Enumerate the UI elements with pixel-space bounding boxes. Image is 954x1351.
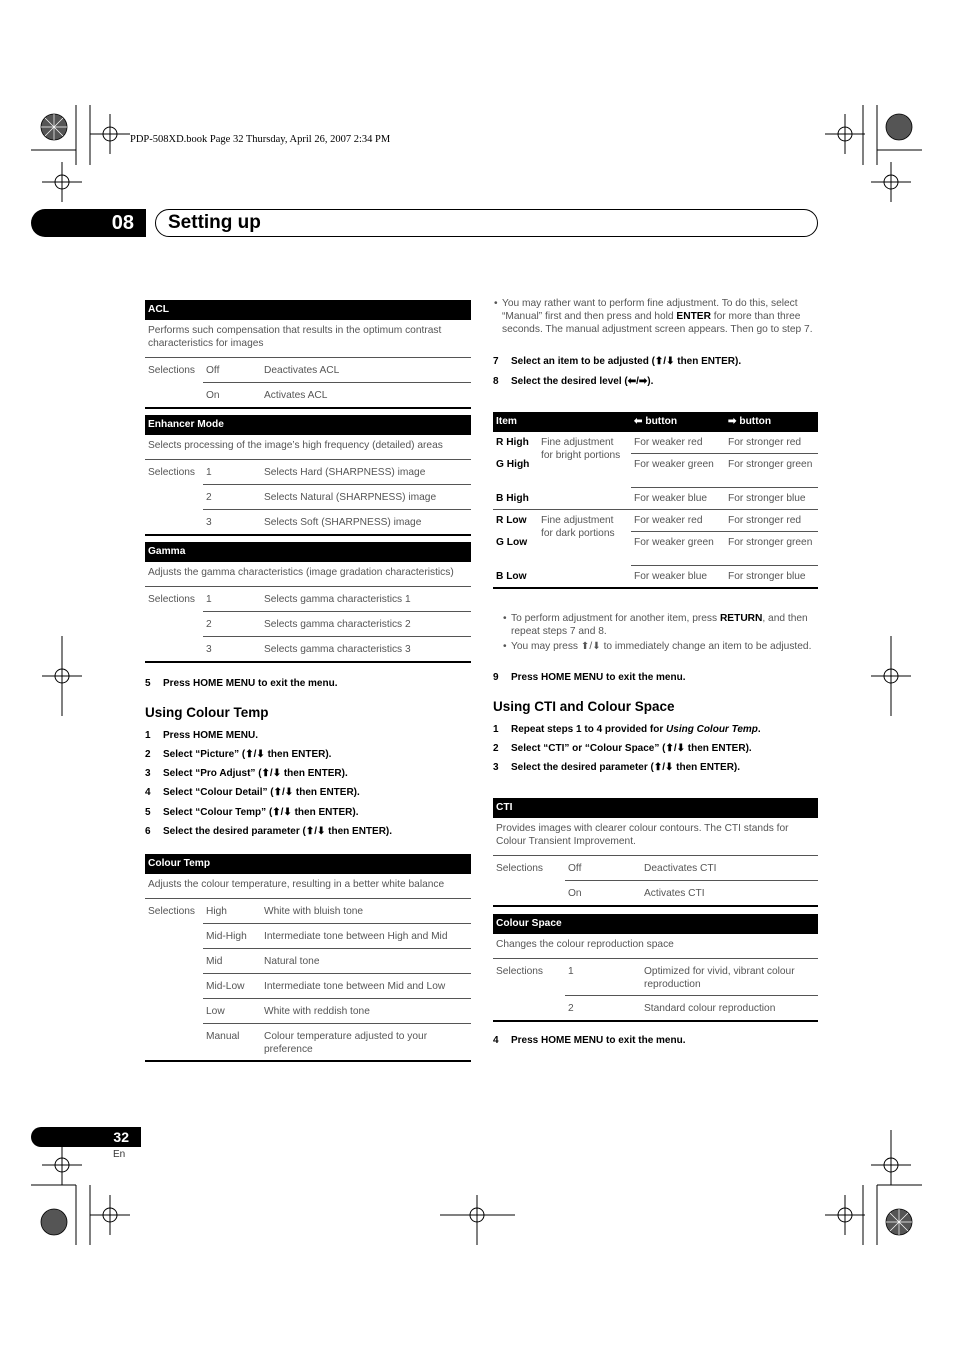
right-effect: For stronger green (725, 532, 818, 566)
option-text: White with reddish tone (261, 999, 471, 1024)
step-number: 9 (493, 672, 499, 683)
option-value: Mid-Low (203, 974, 261, 999)
step-number: 6 (145, 826, 151, 837)
intro-bullet: • You may rather want to perform fine adjustment. To do this, select “Manual” first and then press and hold ENTER for more than three seconds. The manual adjustment screen appears. Then go to step 7. (494, 298, 813, 335)
option-value: On (565, 881, 641, 907)
step-text: . (757, 724, 761, 735)
right-effect: For stronger red (725, 432, 818, 454)
selections-label: Selections (496, 863, 544, 874)
step (493, 724, 761, 735)
gamma-description: Adjusts the gamma characteristics (image gradation characteristics) (145, 562, 471, 587)
option-value: 3 (203, 637, 261, 663)
left-effect: For weaker green (631, 454, 725, 488)
step-number: 7 (493, 356, 499, 367)
step-text: Press HOME MENU. (163, 730, 259, 741)
step-5-home-menu (145, 678, 337, 689)
selections-label: Selections (148, 467, 196, 478)
step-text: Select “Picture” (⬆/⬇ then ENTER). (163, 749, 332, 760)
colour-space-title: Colour Space (493, 914, 818, 934)
step (145, 749, 331, 760)
selections-label: Selections (148, 906, 196, 917)
bullet-text: for more than three seconds. The manual adjustment screen appears. Then go to step 7. (502, 311, 813, 335)
bullet-bold: RETURN (719, 613, 763, 624)
option-value: 1 (565, 959, 641, 996)
step-text: Select the desired parameter (⬆/⬇ then ENTER). (511, 762, 741, 773)
colour-space-description: Changes the colour reproduction space (493, 934, 818, 959)
language-label: En (113, 1149, 126, 1160)
cti-heading: Using CTI and Colour Space (493, 699, 675, 714)
acl-title: ACL (145, 300, 471, 320)
step (493, 762, 740, 773)
cti-table (493, 798, 818, 907)
step (145, 768, 348, 779)
step-text: Select “Colour Temp” (⬆/⬇ then ENTER). (163, 807, 359, 818)
item-name: B Low (493, 566, 538, 589)
cti-description: Provides images with clearer colour contours. The CTI stands for Colour Transient Improvement. (493, 818, 818, 856)
left-effect: For weaker red (631, 510, 725, 532)
left-effect: For weaker blue (631, 488, 725, 510)
option-value: 3 (203, 510, 261, 536)
gamma-title: Gamma (145, 542, 471, 562)
step-text: Select “Pro Adjust” (⬆/⬇ then ENTER). (163, 768, 348, 779)
enhancer-table (145, 415, 471, 536)
item-name: R High (496, 437, 529, 448)
colour-temp-table (145, 854, 471, 1062)
step-text: Repeat steps 1 to 4 provided for (511, 724, 667, 735)
option-value: Mid (203, 949, 261, 974)
header-right-button: ➡ button (725, 412, 818, 432)
item-name: B High (493, 488, 538, 510)
selections-label: Selections (148, 365, 196, 376)
option-value: Low (203, 999, 261, 1024)
bullet-bold: ENTER (676, 311, 711, 322)
item-name: G High (496, 458, 530, 470)
option-value: Mid-High (203, 924, 261, 949)
chapter-number: 08 (31, 209, 146, 237)
step-text: Select “CTI” or “Colour Space” (⬆/⬇ then ENTER). (511, 743, 752, 754)
step (145, 730, 258, 741)
step-number: 2 (145, 749, 151, 760)
left-effect: For weaker red (631, 432, 725, 454)
option-value: Off (565, 856, 641, 881)
right-effect: For stronger blue (725, 488, 818, 510)
option-text: Selects gamma characteristics 2 (261, 612, 471, 637)
header-item: Item (493, 412, 538, 432)
item-group: Fine adjustment for bright portions (538, 432, 631, 510)
selections-label: Selections (148, 594, 196, 605)
bullet-press: • You may press ⬆/⬇ to immediately change an item to be adjusted. (503, 641, 812, 652)
step (145, 807, 358, 818)
step (493, 743, 752, 754)
bullet-text: You may press ⬆/⬇ to immediately change an item to be adjusted. (511, 641, 812, 652)
right-effect: For stronger green (725, 454, 818, 488)
step-number: 1 (145, 730, 151, 741)
color-target-icon (41, 114, 912, 1235)
step-number: 4 (493, 1035, 499, 1046)
option-text: Standard colour reproduction (641, 996, 818, 1022)
step (145, 787, 360, 798)
option-text: Activates CTI (641, 881, 818, 907)
step-number: 1 (493, 724, 499, 735)
adjust-table (493, 412, 818, 589)
left-effect: For weaker blue (631, 566, 725, 589)
step-text: Select the desired parameter (⬆/⬇ then ENTER). (163, 826, 393, 837)
step-text: Press HOME MENU to exit the menu. (511, 672, 686, 683)
colour-temp-description: Adjusts the colour temperature, resulting in a better white balance (145, 874, 471, 899)
option-text: Colour temperature adjusted to your preference (261, 1024, 471, 1062)
page-number: 32 (31, 1127, 141, 1147)
selections-label: Selections (496, 966, 544, 977)
option-value: On (203, 383, 261, 409)
gamma-table (145, 542, 471, 663)
acl-description: Performs such compensation that results in the optimum contrast characteristics for images (145, 320, 471, 358)
step (145, 826, 392, 837)
colour-space-table (493, 914, 818, 1022)
book-info: PDP-508XD.book Page 32 Thursday, April 26, 2007 2:34 PM (130, 134, 391, 145)
bullet-text: You may rather want to perform fine adjustment. To do this, select “Manual” first and then press and hold (502, 298, 798, 322)
option-text: Natural tone (261, 949, 471, 974)
header-left-button: ⬅ button (631, 412, 725, 432)
option-text: Deactivates ACL (261, 358, 471, 383)
enhancer-description: Selects processing of the image’s high frequency (detailed) areas (145, 435, 471, 460)
step-text: Select “Colour Detail” (⬆/⬇ then ENTER). (163, 787, 360, 798)
step (493, 376, 653, 387)
bullet-text: , and then repeat steps 7 and 8. (511, 613, 808, 637)
item-name: R Low (496, 515, 527, 526)
option-text: Selects Soft (SHARPNESS) image (261, 510, 471, 536)
colour-temp-title: Colour Temp (145, 854, 471, 874)
step-number: 8 (493, 376, 499, 387)
option-value: 1 (203, 587, 261, 612)
option-text: Deactivates CTI (641, 856, 818, 881)
colour-temp-heading: Using Colour Temp (145, 705, 269, 720)
step-number: 5 (145, 678, 151, 689)
option-value: 2 (565, 996, 641, 1022)
step-number: 3 (145, 768, 151, 779)
option-value: Off (203, 358, 261, 383)
chapter-title: Setting up (155, 209, 818, 237)
step-number: 5 (145, 807, 151, 818)
step-9 (493, 672, 685, 683)
step-text: Press HOME MENU to exit the menu. (511, 1035, 686, 1046)
item-group: Fine adjustment for dark portions (538, 510, 631, 589)
option-text: Activates ACL (261, 383, 471, 409)
option-text: Selects Hard (SHARPNESS) image (261, 460, 471, 485)
step-text: Select the desired level (⬅/➡). (511, 376, 654, 387)
option-text: Selects gamma characteristics 1 (261, 587, 471, 612)
step-number: 2 (493, 743, 499, 754)
option-value: 2 (203, 485, 261, 510)
option-text: Optimized for vivid, vibrant colour reproduction (641, 959, 818, 996)
option-value: High (203, 899, 261, 924)
option-value: Manual (203, 1024, 261, 1062)
step-number: 3 (493, 762, 499, 773)
option-text: Intermediate tone between Mid and Low (261, 974, 471, 999)
step-number: 4 (145, 787, 151, 798)
option-text: Selects gamma characteristics 3 (261, 637, 471, 663)
enhancer-title: Enhancer Mode (145, 415, 471, 435)
right-effect: For stronger red (725, 510, 818, 532)
step (493, 356, 741, 367)
bullet-return: • To perform adjustment for another item, press RETURN, and then repeat steps 7 and 8. (503, 613, 808, 637)
step-4-home-menu (493, 1035, 685, 1046)
bullet-text: To perform adjustment for another item, press (511, 613, 720, 624)
option-value: 1 (203, 460, 261, 485)
step-italic: Using Colour Temp (666, 724, 758, 735)
acl-table (145, 300, 471, 409)
option-text: White with bluish tone (261, 899, 471, 924)
right-effect: For stronger blue (725, 566, 818, 589)
option-text: Selects Natural (SHARPNESS) image (261, 485, 471, 510)
item-name: G Low (496, 536, 528, 548)
cti-title: CTI (493, 798, 818, 818)
option-text: Intermediate tone between High and Mid (261, 924, 471, 949)
step-text: Press HOME MENU to exit the menu. (163, 678, 338, 689)
step-text: Select an item to be adjusted (⬆/⬇ then ENTER). (511, 356, 742, 367)
left-effect: For weaker green (631, 532, 725, 566)
option-value: 2 (203, 612, 261, 637)
